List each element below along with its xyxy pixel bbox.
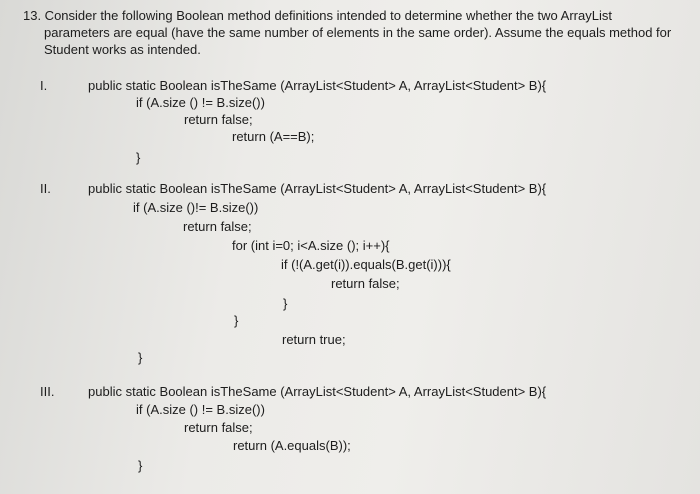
code-line: return false; bbox=[331, 276, 400, 291]
code-line: if (A.size () != B.size()) bbox=[136, 95, 265, 110]
method-signature: public static Boolean isTheSame (ArrayList<Student> A, ArrayList<Student> B){ bbox=[88, 78, 547, 93]
code-line: return (A==B); bbox=[232, 129, 315, 144]
code-line: if (!(A.get(i)).equals(B.get(i))){ bbox=[281, 257, 451, 272]
method-signature: public static Boolean isTheSame (ArrayList<Student> A, ArrayList<Student> B){ bbox=[88, 181, 547, 196]
question-line-2: parameters are equal (have the same number of elements in the same order). Assume the equals method for bbox=[44, 25, 672, 40]
code-line: if (A.size () != B.size()) bbox=[136, 402, 265, 417]
closing-brace: } bbox=[136, 150, 141, 165]
closing-brace: } bbox=[138, 458, 143, 473]
method-numeral: I. bbox=[40, 78, 48, 93]
code-line: return (A.equals(B)); bbox=[233, 438, 351, 453]
code-line: return false; bbox=[184, 420, 253, 435]
question-line-1: 13. Consider the following Boolean method definitions intended to determine whether the two ArrayList bbox=[23, 8, 612, 23]
question-line-3: Student works as intended. bbox=[44, 42, 201, 57]
method-signature: public static Boolean isTheSame (ArrayList<Student> A, ArrayList<Student> B){ bbox=[88, 384, 547, 399]
closing-brace: } bbox=[234, 313, 239, 328]
closing-brace: } bbox=[138, 350, 143, 365]
code-line: return false; bbox=[184, 112, 253, 127]
code-line: return true; bbox=[282, 332, 346, 347]
code-line: for (int i=0; i<A.size (); i++){ bbox=[232, 238, 390, 253]
code-line: if (A.size ()!= B.size()) bbox=[133, 200, 259, 215]
method-numeral: III. bbox=[40, 384, 55, 399]
method-numeral: II. bbox=[40, 181, 51, 196]
code-line: return false; bbox=[183, 219, 252, 234]
closing-brace: } bbox=[283, 296, 288, 311]
